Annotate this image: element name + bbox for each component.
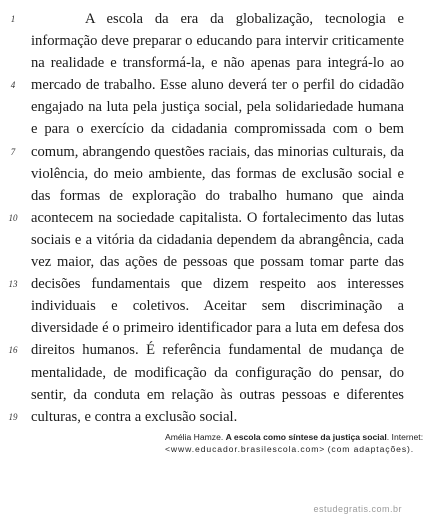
line-text: engajado na luta pela justiça social, pela solidariedade humana [31,99,404,116]
line-text: mentalidade, de modificação da configuração do pensar, do [31,364,404,381]
line-text: culturas, e contra a exclusão social. [31,408,238,425]
line-text: informação deve preparar o educando para intervir criticamente [31,33,404,50]
text-line-5 [0,96,410,118]
source-line-1 [165,432,423,444]
line-text: direitos humanos. É referência fundamental de mudança de [31,342,404,359]
text-line-1 [0,8,410,30]
line-number: 19 [8,411,18,422]
text-line-8 [0,163,410,185]
line-text: das formas de exploração do trabalho humano que ainda [31,187,404,204]
line-text: e para o exercício da cidadania compromissada com o bem [31,121,404,138]
line-number: 10 [8,212,18,223]
line-text: sentir, da conduta em relação às outras pessoas e diferentes [31,386,404,403]
text-line-16 [0,339,410,361]
line-text: diversidade é o primeiro identificador para a luta em defesa dos [31,320,404,337]
text-line-14 [0,295,410,317]
text-line-11 [0,229,410,251]
line-number: 4 [10,80,16,91]
text-line-15 [0,317,410,339]
text-line-9 [0,185,410,207]
text-line-2 [0,30,410,52]
line-number: 7 [10,146,16,157]
source-author: Amélia Hamze. [165,432,224,442]
source-line-2 [165,443,415,456]
text-line-18 [0,384,410,406]
text-line-19 [0,406,410,428]
line-text: decisões fundamentais que dizem respeito aos interesses [31,276,404,293]
text-line-4 [0,74,410,96]
text-line-3 [0,52,410,74]
line-text: A escola da era da globalização, tecnologia e [85,11,404,27]
text-line-6 [0,118,410,140]
source-url: <www.educador.brasilescola.com> [165,443,326,454]
line-text: mercado de trabalho. Esse aluno deverá ter o perfil do cidadão [31,77,404,94]
line-text: violência, do meio ambiente, das formas de exclusão social e [31,165,404,182]
line-number: 16 [8,345,18,356]
source-title: A escola como síntese da justiça social [225,432,387,442]
text-line-10 [0,207,410,229]
line-text: comum, abrangendo questões raciais, das minorias culturais, da [31,143,404,160]
line-number: 13 [8,279,18,290]
text-line-17 [0,362,410,384]
text-line-13 [0,273,410,295]
line-text: acontecem na sociedade capitalista. O fortalecimento das lutas [31,209,404,226]
text-line-7 [0,141,410,163]
document-text [0,8,410,428]
watermark-text: estudegratis.com.br [313,504,402,514]
source-note: (com adaptações). [327,443,415,454]
line-text: vez maior, das ações de pessoas que possam tomar parte das [31,254,404,271]
text-line-12 [0,251,410,273]
source-internet-label: . Internet: [386,432,423,442]
line-text: individuais e coletivos. Aceitar sem discriminação a [31,298,404,315]
line-text: sociais e a vitória da cidadania dependem da abrangência, cada [31,231,404,248]
line-number: 1 [10,14,16,24]
line-text: na realidade e transformá-la, e não apenas para integrá-lo ao [31,55,404,72]
source-citation [165,432,423,455]
